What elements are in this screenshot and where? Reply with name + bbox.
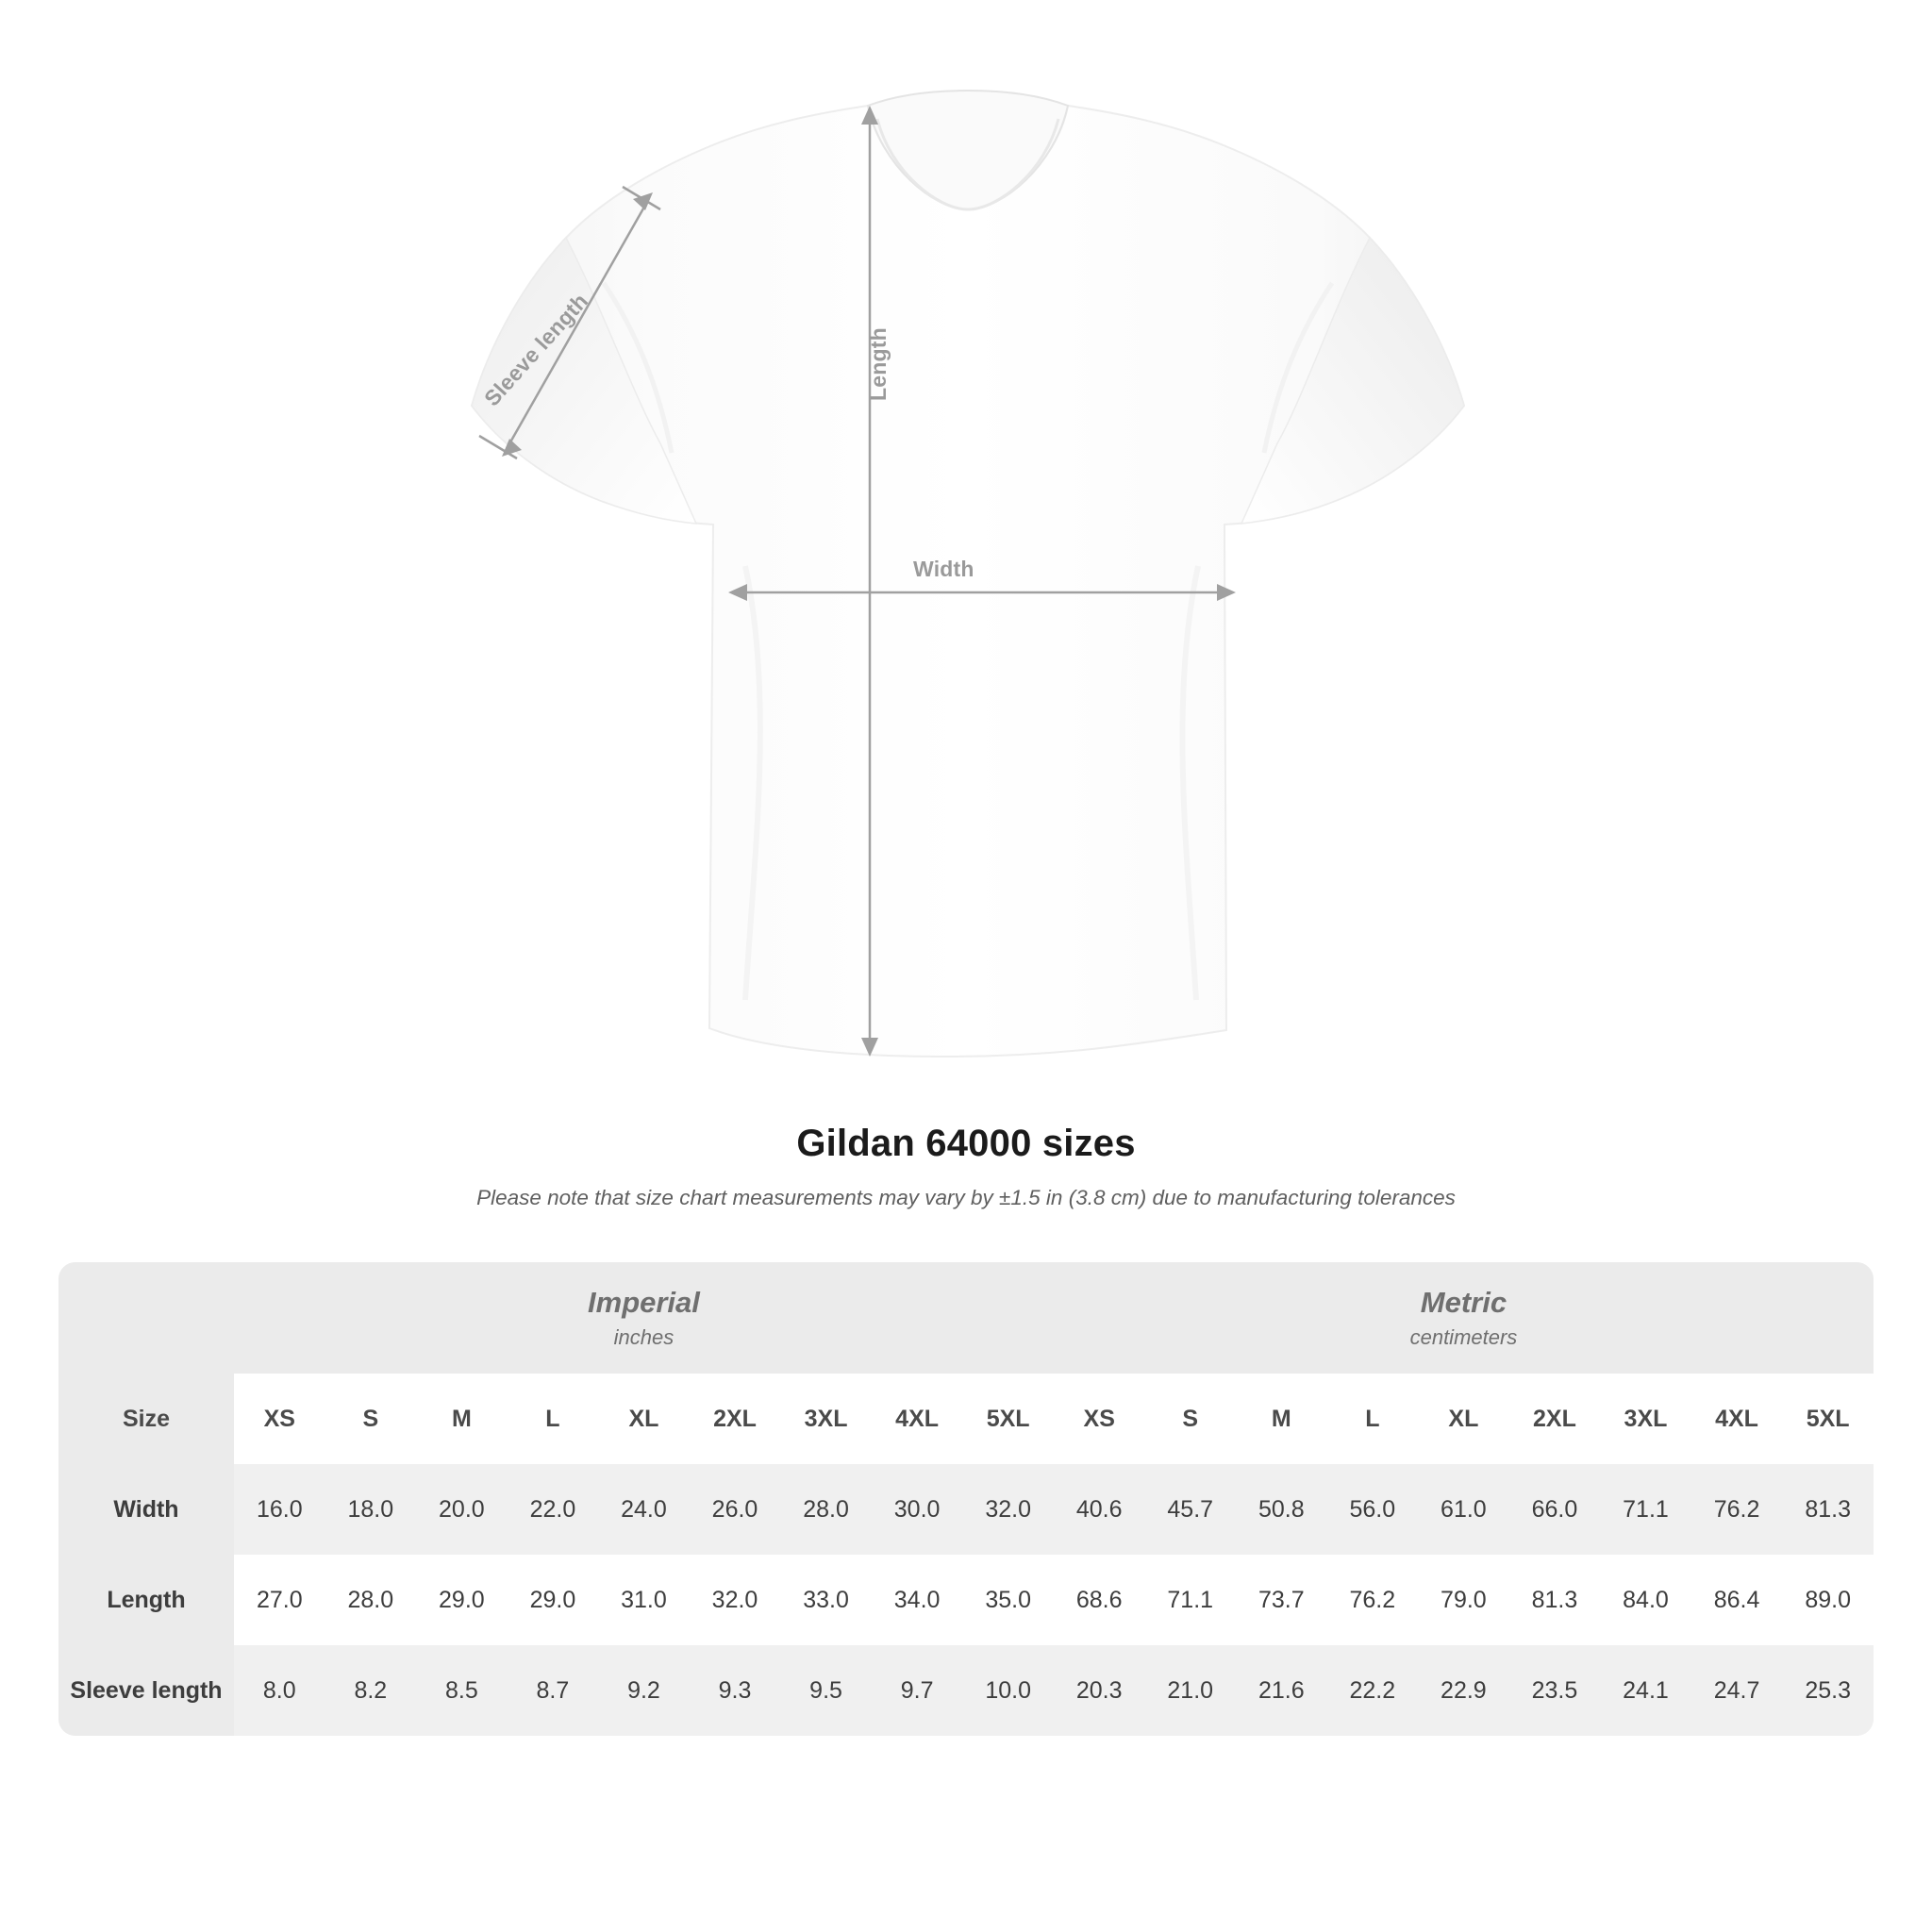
unit-group-subtitle: inches xyxy=(613,1324,675,1349)
measurement-cell: 23.5 xyxy=(1509,1645,1601,1736)
size-column-header: 4XL xyxy=(1691,1374,1783,1464)
size-column-header: 5XL xyxy=(1782,1374,1874,1464)
measurement-cell: 9.3 xyxy=(690,1645,781,1736)
measurement-cell: 16.0 xyxy=(234,1464,325,1555)
measurement-cell: 76.2 xyxy=(1691,1464,1783,1555)
measurement-cell: 71.1 xyxy=(1600,1464,1691,1555)
size-column-header: 4XL xyxy=(872,1374,963,1464)
measurement-cell: 29.0 xyxy=(416,1555,508,1645)
measurement-cell: 21.0 xyxy=(1144,1645,1236,1736)
size-column-header: S xyxy=(325,1374,417,1464)
measurement-cell: 9.7 xyxy=(872,1645,963,1736)
measurement-cell: 32.0 xyxy=(962,1464,1054,1555)
measurement-cell: 18.0 xyxy=(325,1464,417,1555)
size-column-header: XL xyxy=(1418,1374,1509,1464)
size-column-header: L xyxy=(508,1374,599,1464)
measurement-cell: 68.6 xyxy=(1054,1555,1145,1645)
measurement-cell: 28.0 xyxy=(325,1555,417,1645)
measurement-cell: 8.5 xyxy=(416,1645,508,1736)
measurement-cell: 86.4 xyxy=(1691,1555,1783,1645)
measurement-cell: 84.0 xyxy=(1600,1555,1691,1645)
measurement-cell: 81.3 xyxy=(1509,1555,1601,1645)
unit-group-title: Metric xyxy=(1420,1286,1507,1320)
measurement-row-label: Length xyxy=(58,1555,234,1645)
measurement-cell: 21.6 xyxy=(1236,1645,1327,1736)
table-row xyxy=(58,1464,1874,1555)
tolerance-note: Please note that size chart measurements may vary by ±1.5 in (3.8 cm) due to manufacturing tolerances xyxy=(476,1186,1456,1209)
measurement-cell: 8.0 xyxy=(234,1645,325,1736)
page-title: Gildan 64000 sizes xyxy=(796,1123,1136,1164)
measurement-cell: 31.0 xyxy=(598,1555,690,1645)
measurement-cell: 25.3 xyxy=(1782,1645,1874,1736)
measurement-row-label: Width xyxy=(58,1464,234,1555)
measurement-cell: 61.0 xyxy=(1418,1464,1509,1555)
measurement-cell: 33.0 xyxy=(780,1555,872,1645)
size-column-header: XS xyxy=(1054,1374,1145,1464)
measurement-cell: 22.9 xyxy=(1418,1645,1509,1736)
size-column-header: XL xyxy=(598,1374,690,1464)
measurement-cell: 26.0 xyxy=(690,1464,781,1555)
measurement-cell: 29.0 xyxy=(508,1555,599,1645)
size-row-label: Size xyxy=(58,1374,234,1464)
measurement-cell: 20.0 xyxy=(416,1464,508,1555)
unit-group-subtitle: centimeters xyxy=(1409,1324,1518,1349)
sleeve-length-label: Sleeve length xyxy=(479,288,593,411)
table-row xyxy=(58,1645,1874,1736)
measurement-cell: 28.0 xyxy=(780,1464,872,1555)
measurement-cell: 40.6 xyxy=(1054,1464,1145,1555)
size-table-container xyxy=(58,1262,1874,1736)
size-column-header: 2XL xyxy=(1509,1374,1601,1464)
size-table xyxy=(58,1262,1874,1736)
measurement-cell: 27.0 xyxy=(234,1555,325,1645)
unit-header-row xyxy=(58,1262,1874,1374)
measurement-cell: 50.8 xyxy=(1236,1464,1327,1555)
measurement-cell: 73.7 xyxy=(1236,1555,1327,1645)
unit-group-title: Imperial xyxy=(588,1286,700,1320)
size-column-header: S xyxy=(1144,1374,1236,1464)
measurement-cell: 81.3 xyxy=(1782,1464,1874,1555)
size-column-header: 2XL xyxy=(690,1374,781,1464)
measurement-cell: 34.0 xyxy=(872,1555,963,1645)
title-block xyxy=(0,1123,1932,1210)
size-column-header: 5XL xyxy=(962,1374,1054,1464)
measurement-cell: 8.2 xyxy=(325,1645,417,1736)
measurement-cell: 9.5 xyxy=(780,1645,872,1736)
measurement-cell: 22.0 xyxy=(508,1464,599,1555)
measurement-cell: 10.0 xyxy=(962,1645,1054,1736)
measurement-cell: 89.0 xyxy=(1782,1555,1874,1645)
size-column-header: L xyxy=(1327,1374,1419,1464)
measurement-row-label: Sleeve length xyxy=(58,1645,234,1736)
measurement-cell: 66.0 xyxy=(1509,1464,1601,1555)
size-header-row xyxy=(58,1374,1874,1464)
measurement-cell: 24.0 xyxy=(598,1464,690,1555)
measurement-cell: 9.2 xyxy=(598,1645,690,1736)
measurement-cell: 71.1 xyxy=(1144,1555,1236,1645)
size-column-header: 3XL xyxy=(780,1374,872,1464)
unit-group-header-imperial xyxy=(234,1262,1054,1374)
table-row xyxy=(58,1555,1874,1645)
table-corner-cell xyxy=(58,1262,234,1374)
measurement-cell: 20.3 xyxy=(1054,1645,1145,1736)
measurement-cell: 24.1 xyxy=(1600,1645,1691,1736)
unit-group-header-metric xyxy=(1054,1262,1874,1374)
size-column-header: M xyxy=(1236,1374,1327,1464)
measurement-cell: 79.0 xyxy=(1418,1555,1509,1645)
size-column-header: XS xyxy=(234,1374,325,1464)
measurement-cell: 24.7 xyxy=(1691,1645,1783,1736)
size-column-header: 3XL xyxy=(1600,1374,1691,1464)
measurement-cell: 30.0 xyxy=(872,1464,963,1555)
width-label: Width xyxy=(913,557,974,581)
length-label: Length xyxy=(866,327,891,401)
measurement-cell: 76.2 xyxy=(1327,1555,1419,1645)
measurement-cell: 32.0 xyxy=(690,1555,781,1645)
measurement-cell: 22.2 xyxy=(1327,1645,1419,1736)
measurement-cell: 35.0 xyxy=(962,1555,1054,1645)
measurement-cell: 8.7 xyxy=(508,1645,599,1736)
measurement-cell: 45.7 xyxy=(1144,1464,1236,1555)
measurement-cell: 56.0 xyxy=(1327,1464,1419,1555)
size-column-header: M xyxy=(416,1374,508,1464)
